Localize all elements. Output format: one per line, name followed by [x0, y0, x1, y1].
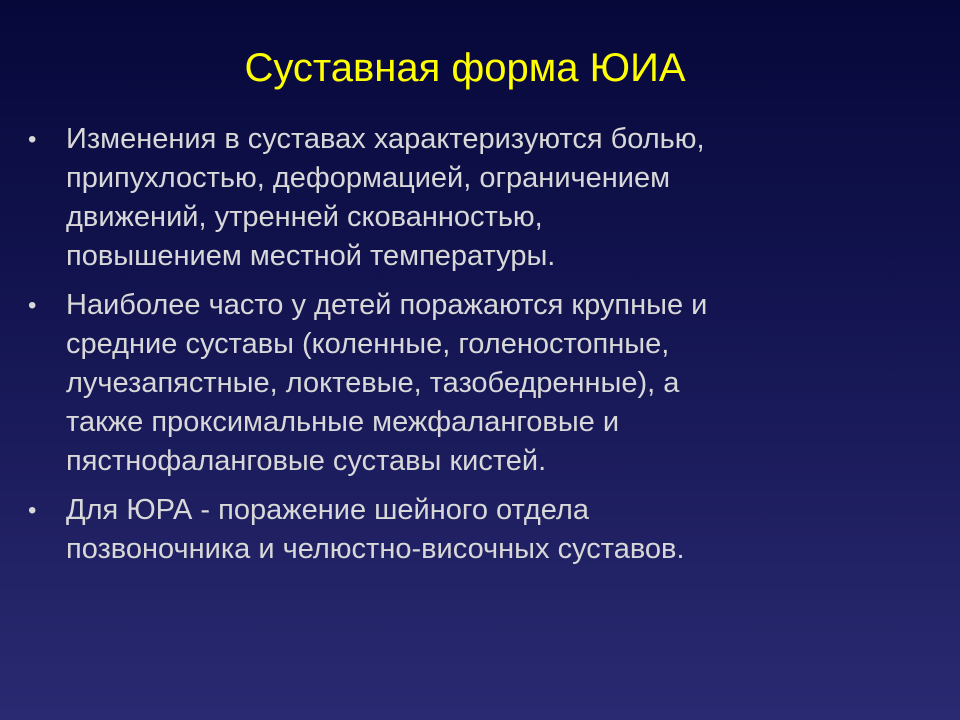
slide-title: Суставная форма ЮИА: [244, 46, 686, 90]
bullet-marker: •: [28, 497, 37, 524]
bullet-item: [26, 491, 926, 569]
bullet-marker: •: [28, 126, 37, 153]
bullet-text: Наиболее часто у детей поражаются крупные и средние суставы (коленные, голеностопные, лучезапястные, локтевые, тазобедренные), а также проксимальные межфаланговые и пястнофаланговые суставы кистей.: [66, 289, 708, 477]
bullet-item: [26, 286, 926, 481]
bullet-marker: •: [28, 292, 37, 319]
bullet-text: Для ЮРА - поражение шейного отдела позвоночника и челюстно-височных суставов.: [66, 494, 685, 565]
bullet-item: [26, 120, 926, 276]
bullet-list: [26, 120, 926, 579]
bullet-text: Изменения в суставах характеризуются болью, припухлостью, деформацией, ограничением движений, утренней скованностью, повышением местной температуры.: [66, 123, 705, 272]
